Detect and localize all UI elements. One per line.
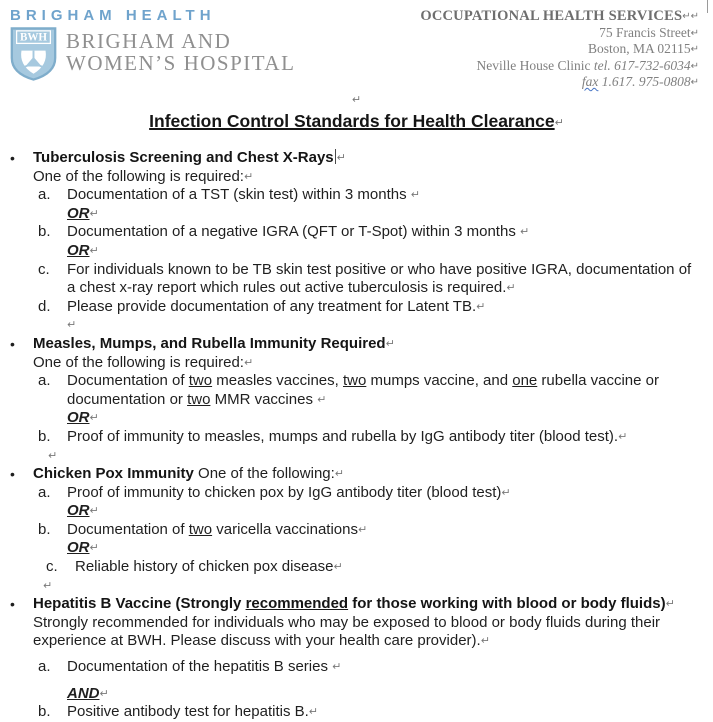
address-line-2: Boston, MA 02115↵ — [587, 41, 699, 56]
or-divider: OR↵ — [67, 241, 99, 259]
list-item-tb-d — [38, 298, 705, 317]
item-text: Proof of immunity to measles, mumps and rubella by IgG antibody titer (blood test).↵ — [67, 427, 628, 445]
section-tb-heading: Tuberculosis Screening and Chest X-Rays — [33, 149, 334, 166]
item-letter: b. — [38, 520, 51, 538]
line-break-mark: ↵ — [333, 560, 343, 574]
hospital-name-line1: BRIGHAM AND — [66, 29, 232, 53]
line-break-mark: ↵ — [317, 392, 327, 406]
section-mmr-intro: One of the following is required:↵ — [33, 353, 254, 371]
page-corner-mark — [707, 0, 708, 13]
line-break-mark: ↵ — [501, 485, 511, 499]
item-text: Reliable history of chicken pox disease↵ — [75, 558, 343, 576]
item-letter: d. — [38, 297, 51, 315]
line-break-mark: ↵ — [618, 429, 628, 443]
letterhead — [0, 0, 713, 89]
item-letter: b. — [38, 703, 51, 721]
line-break-mark: ↵ — [89, 504, 99, 518]
fax-number: 1.617. 975-0808 — [598, 74, 691, 89]
blank-line — [67, 316, 705, 335]
line-break-mark: ↵ — [480, 634, 490, 648]
item-letter: a. — [38, 483, 51, 501]
line-break-mark: ↵ — [385, 336, 395, 350]
item-text: Documentation of a TST (skin test) within 3 months ↵ — [67, 186, 420, 204]
line-break-mark: ↵ — [99, 686, 109, 700]
address-line-1: 75 Francis Street↵ — [599, 24, 699, 40]
or-divider: OR↵ — [67, 409, 99, 427]
line-break-mark: ↵ — [336, 151, 346, 164]
section-varicella-heading: Chicken Pox Immunity — [33, 465, 194, 483]
item-text: Positive antibody test for hepatitis B.↵ — [67, 703, 319, 721]
item-text: Proof of immunity to chicken pox by IgG antibody titer (blood test)↵ — [67, 483, 511, 501]
fax-line — [420, 74, 699, 91]
brand-block — [10, 7, 295, 81]
item-letter: b. — [38, 223, 51, 241]
section-hepb-heading-part2: for those working with blood or body fluids) — [348, 595, 666, 613]
item-text: Documentation of two varicella vaccinations↵ — [67, 520, 368, 538]
clinic-name: Neville House Clinic — [476, 57, 594, 73]
page-title: Infection Control Standards for Health Clearance — [149, 111, 555, 131]
line-break-mark: ↵ — [690, 44, 699, 55]
bullet-glyph: • — [10, 596, 15, 613]
item-text: For individuals known to be TB skin test positive or who have positive IGRA, documentation of a chest x-ray report which rules out active tuberculosis is required.↵ — [67, 260, 692, 297]
list-item-tb-b — [38, 223, 705, 242]
section-mmr-heading-row — [10, 335, 705, 354]
bullet-glyph: • — [10, 335, 15, 352]
section-hepb-heading-row — [10, 595, 705, 614]
blank-line — [43, 577, 705, 596]
line-break-mark: ↵ — [351, 93, 362, 106]
line-break-mark: ↵ — [690, 27, 699, 39]
list-item-varicella-b — [38, 521, 705, 540]
line-break-mark: ↵ — [332, 660, 342, 674]
or-divider: OR↵ — [67, 204, 99, 222]
line-break-mark: ↵ — [554, 116, 564, 129]
section-varicella-heading-rest: One of the following: — [193, 465, 335, 483]
item-letter: c. — [38, 260, 50, 278]
list-item-varicella-c — [46, 558, 705, 577]
line-break-mark: ↵ — [682, 11, 691, 22]
line-break-mark: ↵ — [334, 467, 345, 481]
line-break-mark: ↵ — [89, 206, 99, 220]
section-varicella-heading-row — [10, 465, 705, 484]
line-break-mark: ↵ — [410, 188, 420, 202]
section-hepb-paragraph: Strongly recommended for individuals who may be exposed to blood or body fluids during their experience at BWH. Please discuss with your health care provider).↵ — [33, 613, 661, 650]
section-mmr-heading: Measles, Mumps, and Rubella Immunity Required — [33, 334, 386, 352]
line-break-mark: ↵ — [89, 411, 99, 425]
line-break-mark: ↵ — [520, 225, 530, 239]
item-letter: c. — [46, 558, 58, 576]
line-break-mark: ↵ — [358, 522, 368, 536]
item-text: Documentation of two measles vaccines, two mumps vaccine, and one rubella vaccine or documentation or two MMR vaccines ↵ — [67, 372, 659, 408]
item-letter: a. — [38, 186, 51, 204]
svg-text:BWH: BWH — [19, 31, 48, 44]
blank-line — [48, 447, 705, 466]
list-item-hepb-a — [38, 658, 705, 677]
item-letter: a. — [38, 372, 51, 390]
title-row — [0, 110, 713, 134]
bullet-glyph: • — [10, 150, 15, 166]
document-body — [0, 149, 713, 722]
or-divider: OR↵ — [67, 502, 99, 520]
brigham-health-wordmark: BRIGHAM HEALTH — [10, 7, 216, 24]
item-text: Please provide documentation of any treatment for Latent TB.↵ — [67, 297, 486, 315]
line-break-mark: ↵ — [67, 318, 77, 332]
bwh-shield-logo — [10, 27, 57, 81]
hospital-name-line2: WOMEN’S HOSPITAL — [66, 51, 296, 76]
list-item-mmr-b — [38, 428, 705, 447]
bullet-glyph: • — [10, 466, 15, 483]
line-break-mark: ↵ — [476, 299, 486, 313]
and-divider: AND↵ — [67, 684, 109, 702]
list-item-tb-c — [38, 261, 705, 298]
fax-label: fax — [581, 74, 599, 89]
line-break-mark: ↵ — [89, 243, 99, 257]
line-break-mark: ↵ — [89, 541, 99, 555]
section-hepb-heading-part1: Hepatitis B Vaccine (Strongly — [33, 595, 246, 613]
line-break-mark: ↵ — [690, 11, 699, 22]
list-item-tb-a — [38, 186, 705, 205]
clinic-tel-line — [420, 58, 699, 75]
tel-number: tel. 617-732-6034 — [593, 57, 691, 73]
list-item-mmr-a — [38, 372, 705, 409]
item-letter: a. — [38, 658, 51, 676]
item-letter: b. — [38, 427, 51, 445]
line-break-mark: ↵ — [308, 705, 319, 719]
blank-line — [0, 92, 713, 108]
line-break-mark: ↵ — [48, 448, 58, 462]
or-divider: OR↵ — [67, 539, 99, 557]
line-break-mark: ↵ — [43, 578, 53, 592]
contact-block — [420, 8, 707, 91]
item-text: Documentation of a negative IGRA (QFT or T-Spot) within 3 months ↵ — [67, 223, 530, 241]
item-text: Documentation of the hepatitis B series ↵ — [67, 658, 342, 676]
dept-title-line — [420, 8, 699, 25]
dept-title: OCCUPATIONAL HEALTH SERVICES — [420, 8, 683, 24]
section-hepb-heading-underlined: recommended — [245, 595, 349, 613]
line-break-mark: ↵ — [690, 60, 699, 72]
line-break-mark: ↵ — [243, 169, 254, 183]
line-break-mark: ↵ — [506, 281, 516, 295]
section-tb-heading-row — [10, 149, 705, 168]
line-break-mark: ↵ — [665, 597, 675, 611]
list-item-hepb-b — [38, 703, 705, 722]
hospital-name — [66, 30, 295, 74]
list-item-varicella-a — [38, 484, 705, 503]
section-tb-intro: One of the following is required:↵ — [33, 167, 254, 185]
text-cursor — [335, 149, 336, 164]
line-break-mark: ↵ — [690, 77, 699, 88]
line-break-mark: ↵ — [243, 355, 254, 369]
